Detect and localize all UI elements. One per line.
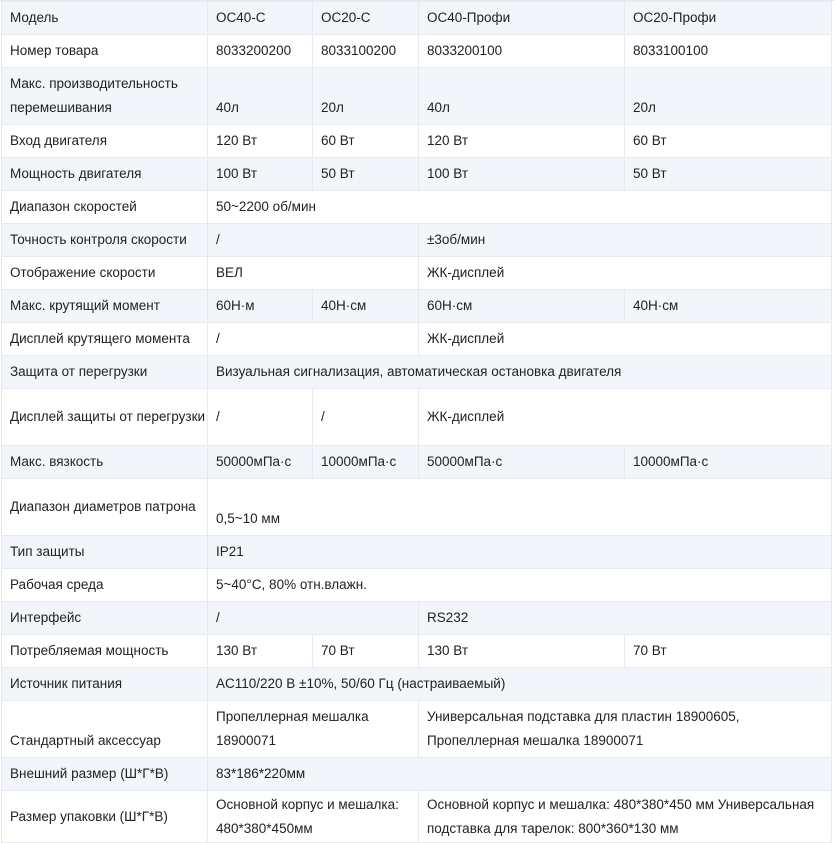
table-cell: / [208, 389, 313, 446]
row-label: Номер товара [2, 35, 208, 68]
table-cell: ЖК-дисплей [419, 323, 832, 356]
row-label: Стандартный аксессуар [2, 701, 208, 758]
table-cell: 120 Вт [419, 125, 625, 158]
table-cell: / [208, 602, 419, 635]
row-label: Отображение скорости [2, 257, 208, 290]
table-cell: 40Н·см [625, 290, 832, 323]
table-cell: 60 Вт [313, 125, 419, 158]
table-cell: 8033100100 [625, 35, 832, 68]
table-cell: 20л [313, 68, 419, 125]
table-cell: IP21 [208, 536, 832, 569]
table-cell: 50000мПа·с [419, 446, 625, 479]
row-label: Мощность двигателя [2, 158, 208, 191]
table-cell: OC40-Профи [419, 2, 625, 35]
table-cell: Основной корпус и мешалка: 480*380*450 мм Универсальная подставка для тарелок: 800*360*130 мм [419, 791, 832, 843]
table-cell: 83*186*220мм [208, 758, 832, 791]
table-cell: / [313, 389, 419, 446]
row-label: Потребляемая мощность [2, 635, 208, 668]
table-cell: 60 Вт [625, 125, 832, 158]
row-label: Диапазон диаметров патрона [2, 479, 208, 536]
table-cell: 50000мПа·с [208, 446, 313, 479]
table-cell: 100 Вт [208, 158, 313, 191]
row-label: Модель [2, 2, 208, 35]
row-label: Тип защиты [2, 536, 208, 569]
table-cell: 130 Вт [419, 635, 625, 668]
table-cell: 5~40°C, 80% отн.влажн. [208, 569, 832, 602]
table-row [2, 389, 832, 446]
table-cell: Универсальная подставка для пластин 18900605, Пропеллерная мешалка 18900071 [419, 701, 832, 758]
table-row [2, 758, 832, 791]
table-cell: AC110/220 В ±10%, 50/60 Гц (настраиваемый) [208, 668, 832, 701]
table-row [2, 356, 832, 389]
row-label: Размер упаковки (Ш*Г*В) [2, 791, 208, 843]
table-row [2, 536, 832, 569]
table-cell: ЖК-дисплей [419, 389, 832, 446]
table-cell: 0,5~10 мм [208, 479, 832, 536]
row-label: Дисплей крутящего момента [2, 323, 208, 356]
table-row [2, 701, 832, 758]
table-cell: 40л [208, 68, 313, 125]
table-cell: 50 Вт [313, 158, 419, 191]
table-row [2, 257, 832, 290]
table-cell: 20л [625, 68, 832, 125]
table-cell: 8033200100 [419, 35, 625, 68]
table-row [2, 635, 832, 668]
table-row [2, 668, 832, 701]
row-label: Точность контроля скорости [2, 224, 208, 257]
row-label: Дисплей защиты от перегрузки [2, 389, 208, 446]
table-row [2, 158, 832, 191]
table-cell: 10000мПа·с [625, 446, 832, 479]
table-cell: 10000мПа·с [313, 446, 419, 479]
table-cell: Основной корпус и мешалка: 480*380*450мм [208, 791, 419, 843]
table-cell: Пропеллерная мешалка 18900071 [208, 701, 419, 758]
table-cell: 60Н·см [419, 290, 625, 323]
table-row [2, 125, 832, 158]
table-row [2, 224, 832, 257]
row-label: Макс. производительность перемешивания [2, 68, 208, 125]
table-cell: 8033200200 [208, 35, 313, 68]
table-row [2, 68, 832, 125]
table-cell: ВЕЛ [208, 257, 419, 290]
table-cell: / [208, 224, 419, 257]
table-row [2, 791, 832, 843]
specifications-table [1, 1, 832, 843]
row-label: Вход двигателя [2, 125, 208, 158]
table-cell: 70 Вт [625, 635, 832, 668]
row-label: Макс. вязкость [2, 446, 208, 479]
table-cell: 50 Вт [625, 158, 832, 191]
table-cell: OC20-Профи [625, 2, 832, 35]
table-cell: 70 Вт [313, 635, 419, 668]
row-label: Рабочая среда [2, 569, 208, 602]
row-label: Диапазон скоростей [2, 191, 208, 224]
table-row [2, 191, 832, 224]
row-label: Источник питания [2, 668, 208, 701]
row-label: Интерфейс [2, 602, 208, 635]
table-cell: 60Н·м [208, 290, 313, 323]
table-cell: 40Н·см [313, 290, 419, 323]
table-cell: ЖК-дисплей [419, 257, 832, 290]
table-cell: 130 Вт [208, 635, 313, 668]
table-row [2, 446, 832, 479]
row-label: Макс. крутящий момент [2, 290, 208, 323]
table-cell: OC40-C [208, 2, 313, 35]
table-cell: ±3об/мин [419, 224, 832, 257]
table-row [2, 290, 832, 323]
table-cell: Визуальная сигнализация, автоматическая остановка двигателя [208, 356, 832, 389]
table-cell: 100 Вт [419, 158, 625, 191]
row-label: Внешний размер (Ш*Г*В) [2, 758, 208, 791]
table-row [2, 35, 832, 68]
table-cell: RS232 [419, 602, 832, 635]
table-cell: / [208, 323, 419, 356]
table-row [2, 569, 832, 602]
table-cell: 40л [419, 68, 625, 125]
table-row [2, 2, 832, 35]
table-row [2, 323, 832, 356]
table-row [2, 602, 832, 635]
table-cell: 50~2200 об/мин [208, 191, 832, 224]
table-cell: 8033100200 [313, 35, 419, 68]
row-label: Защита от перегрузки [2, 356, 208, 389]
table-cell: OC20-C [313, 2, 419, 35]
table-row [2, 479, 832, 536]
table-cell: 120 Вт [208, 125, 313, 158]
